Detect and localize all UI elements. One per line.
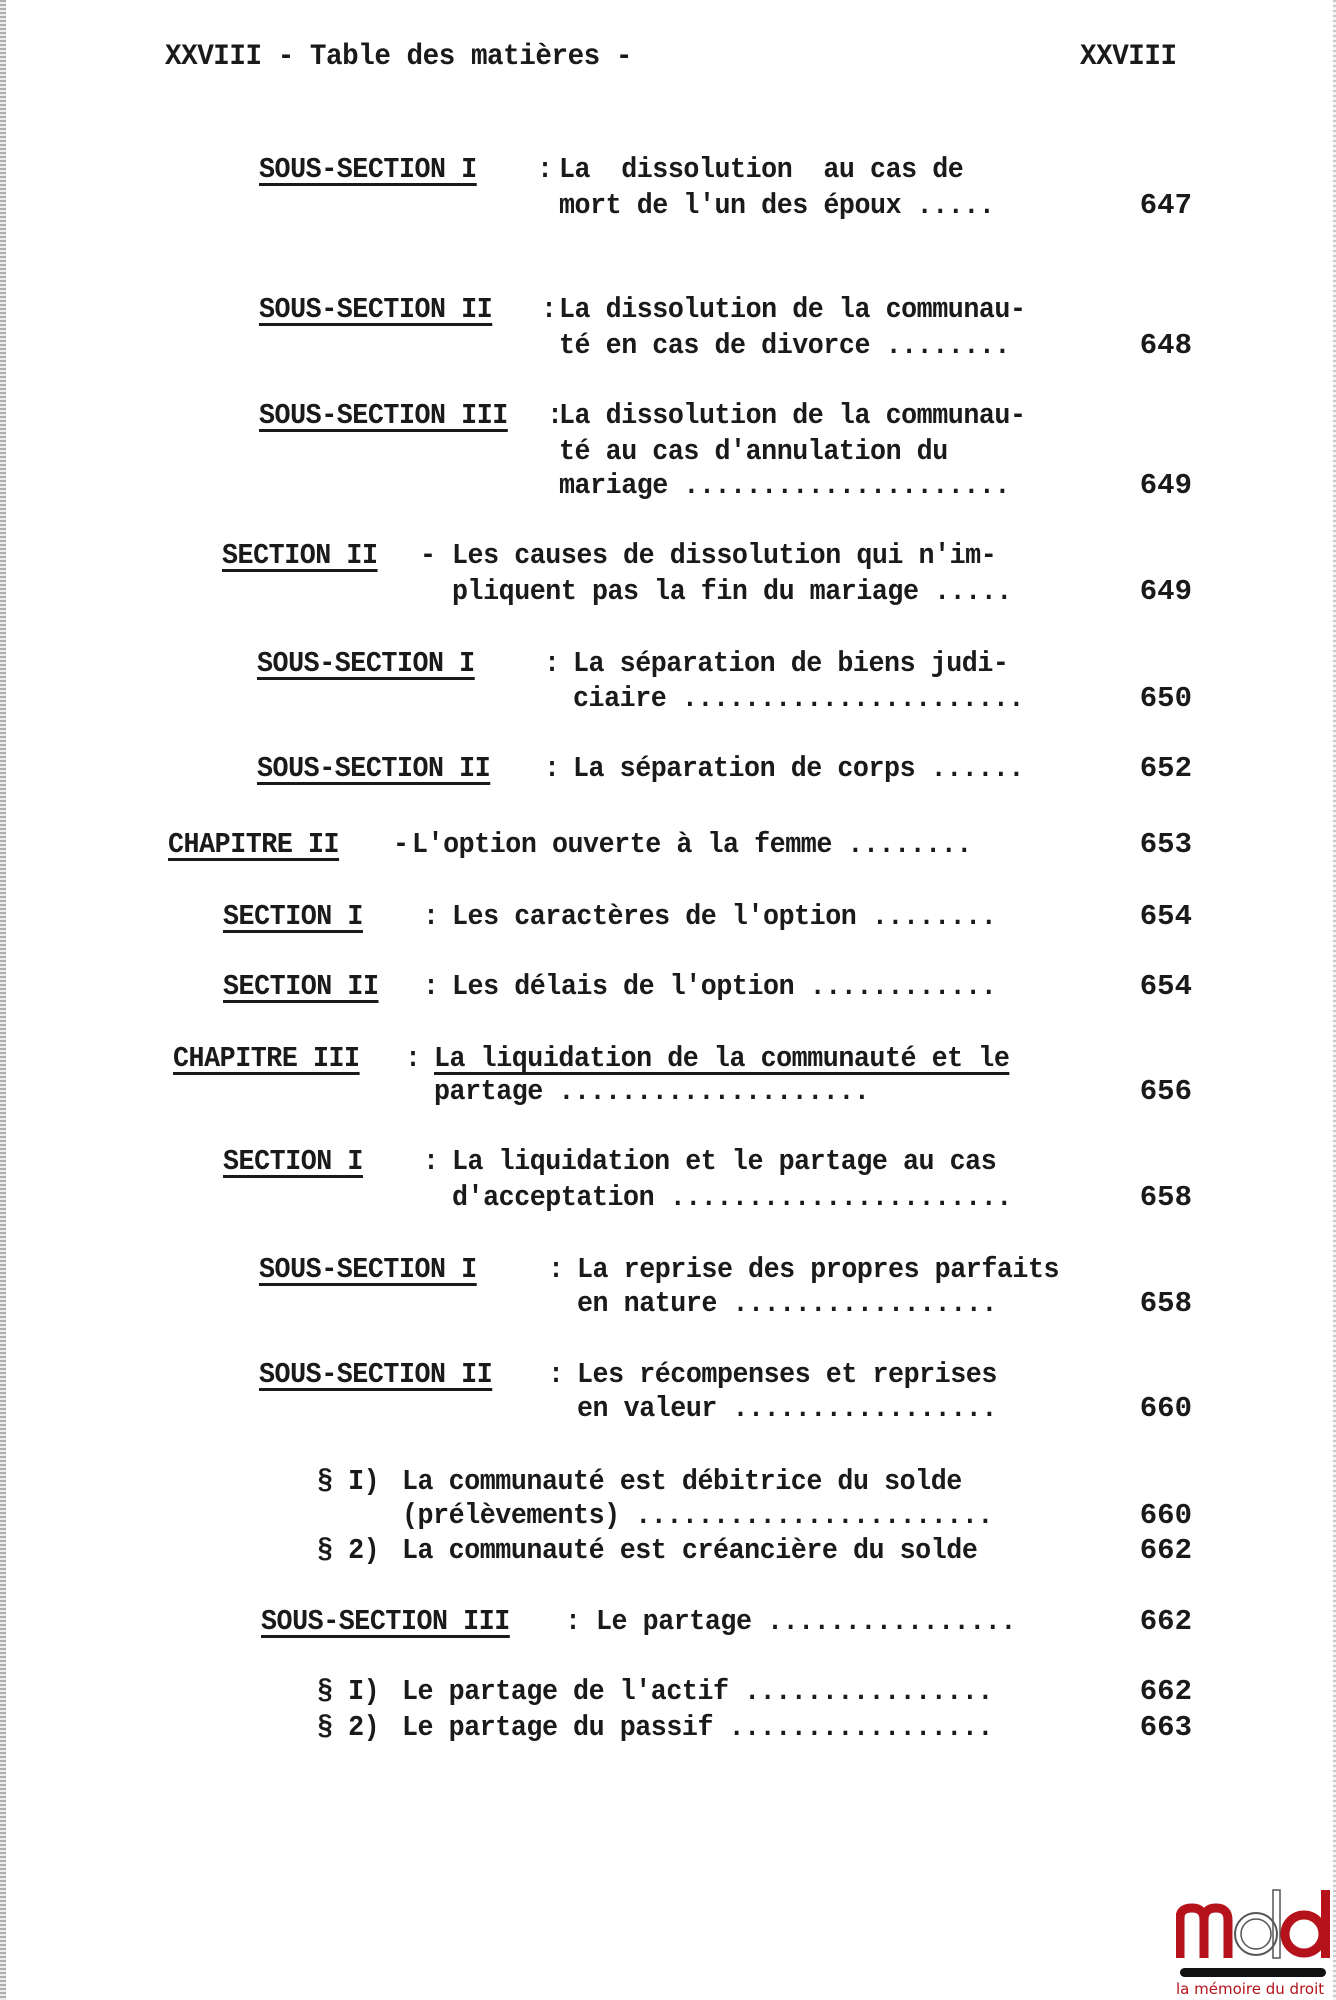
toc-title-line: L'option ouverte à la femme ........ [412, 828, 972, 861]
toc-separator: - [420, 539, 436, 572]
running-header-left: XXVIII - Table des matières - [165, 40, 632, 74]
toc-title-line: Les récompenses et reprises [577, 1358, 997, 1391]
toc-label: SOUS-SECTION III [259, 399, 508, 432]
toc-separator: : [547, 399, 563, 432]
mdd-logo[interactable] [1176, 1888, 1332, 2000]
toc-page-number: 650 [1139, 682, 1192, 715]
toc-title-line: La dissolution de la communau- [559, 399, 1026, 432]
mdd-logo-mark-icon [1176, 1888, 1332, 1960]
toc-page-number: 648 [1139, 329, 1192, 362]
toc-page-number: 649 [1139, 469, 1192, 502]
toc-title-line: La liquidation et le partage au cas [452, 1145, 997, 1178]
toc-page-number: 654 [1139, 900, 1192, 933]
toc-paragraph-label: § 2) [317, 1534, 380, 1567]
toc-title-line: en nature ................. [577, 1287, 997, 1320]
toc-label: SOUS-SECTION II [259, 293, 493, 326]
toc-label: SECTION I [223, 1145, 363, 1178]
toc-label: CHAPITRE III [173, 1042, 360, 1075]
toc-title-line: Le partage ................ [596, 1605, 1016, 1638]
toc-page-number: 662 [1139, 1675, 1192, 1708]
toc-separator: : [548, 1253, 564, 1286]
toc-separator: - [393, 828, 409, 861]
scan-edge-left [0, 0, 6, 2000]
toc-title-line: Les caractères de l'option ........ [452, 900, 997, 933]
toc-paragraph-label: § I) [317, 1675, 380, 1708]
toc-label: SOUS-SECTION II [259, 1358, 493, 1391]
toc-title-line: Le partage de l'actif ................ [402, 1675, 993, 1708]
toc-title-line: Le partage du passif ................. [402, 1711, 993, 1744]
toc-label: SOUS-SECTION II [257, 752, 491, 785]
toc-separator: : [544, 752, 560, 785]
toc-page-number: 662 [1139, 1534, 1192, 1567]
toc-title-line: partage .................... [434, 1075, 870, 1108]
toc-title-line: té en cas de divorce ........ [559, 329, 1010, 362]
toc-label: CHAPITRE II [168, 828, 340, 861]
toc-title-line: La reprise des propres parfaits [577, 1253, 1060, 1286]
toc-title-line: Les causes de dissolution qui n'im- [452, 539, 997, 572]
toc-paragraph-label: § I) [317, 1465, 380, 1498]
toc-title-line: La séparation de biens judi- [573, 647, 1009, 680]
toc-separator: : [541, 293, 557, 326]
toc-title-line: Les délais de l'option ............ [452, 970, 997, 1003]
toc-title-line: La dissolution de la communau- [559, 293, 1026, 326]
toc-title-line: ciaire ...................... [573, 682, 1024, 715]
toc-label: SOUS-SECTION I [259, 153, 477, 186]
toc-label: SOUS-SECTION I [259, 1253, 477, 1286]
toc-label: SOUS-SECTION III [261, 1605, 510, 1638]
toc-page-number: 660 [1139, 1499, 1192, 1532]
toc-page-number: 658 [1139, 1287, 1192, 1320]
logo-tagline: la mémoire du droit [1176, 1980, 1325, 1998]
toc-title-line: La séparation de corps ...... [573, 752, 1024, 785]
toc-separator: : [423, 1145, 439, 1178]
logo-bar [1180, 1968, 1326, 1977]
toc-paragraph-label: § 2) [317, 1711, 380, 1744]
toc-label: SECTION I [223, 900, 363, 933]
toc-page-number: 662 [1139, 1605, 1192, 1638]
toc-separator: : [423, 970, 439, 1003]
toc-title-line: d'acceptation ...................... [452, 1181, 1012, 1214]
toc-page-number: 658 [1139, 1181, 1192, 1214]
toc-page-number: 649 [1139, 575, 1192, 608]
toc-title-line: La liquidation de la communauté et le [434, 1042, 1010, 1075]
toc-separator: : [544, 647, 560, 680]
toc-title-line: mort de l'un des époux ..... [559, 189, 995, 222]
toc-title-line: en valeur ................. [577, 1392, 997, 1425]
toc-label: SECTION II [222, 539, 378, 572]
toc-page-number: 654 [1139, 970, 1192, 1003]
toc-page-number: 647 [1139, 189, 1192, 222]
toc-separator: : [548, 1358, 564, 1391]
toc-page-number: 656 [1139, 1075, 1192, 1108]
toc-separator: : [537, 153, 553, 186]
toc-title-line: mariage ..................... [559, 469, 1010, 502]
toc-separator: : [423, 900, 439, 933]
toc-title-line: La communauté est débitrice du solde [402, 1465, 962, 1498]
toc-page-number: 652 [1139, 752, 1192, 785]
toc-page-number: 663 [1139, 1711, 1192, 1744]
toc-separator: : [405, 1042, 421, 1075]
toc-label: SECTION II [223, 970, 379, 1003]
toc-title-line: pliquent pas la fin du mariage ..... [452, 575, 1012, 608]
toc-title-line: La communauté est créancière du solde [402, 1534, 978, 1567]
toc-page-number: 660 [1139, 1392, 1192, 1425]
toc-title-line: té au cas d'annulation du [559, 435, 948, 468]
toc-separator: : [565, 1605, 581, 1638]
toc-label: SOUS-SECTION I [257, 647, 475, 680]
toc-title-line: La dissolution au cas de [559, 153, 964, 186]
toc-page-number: 653 [1139, 828, 1192, 861]
running-header-right: XXVIII [1080, 40, 1177, 74]
toc-title-line: (prélèvements) ....................... [402, 1499, 993, 1532]
